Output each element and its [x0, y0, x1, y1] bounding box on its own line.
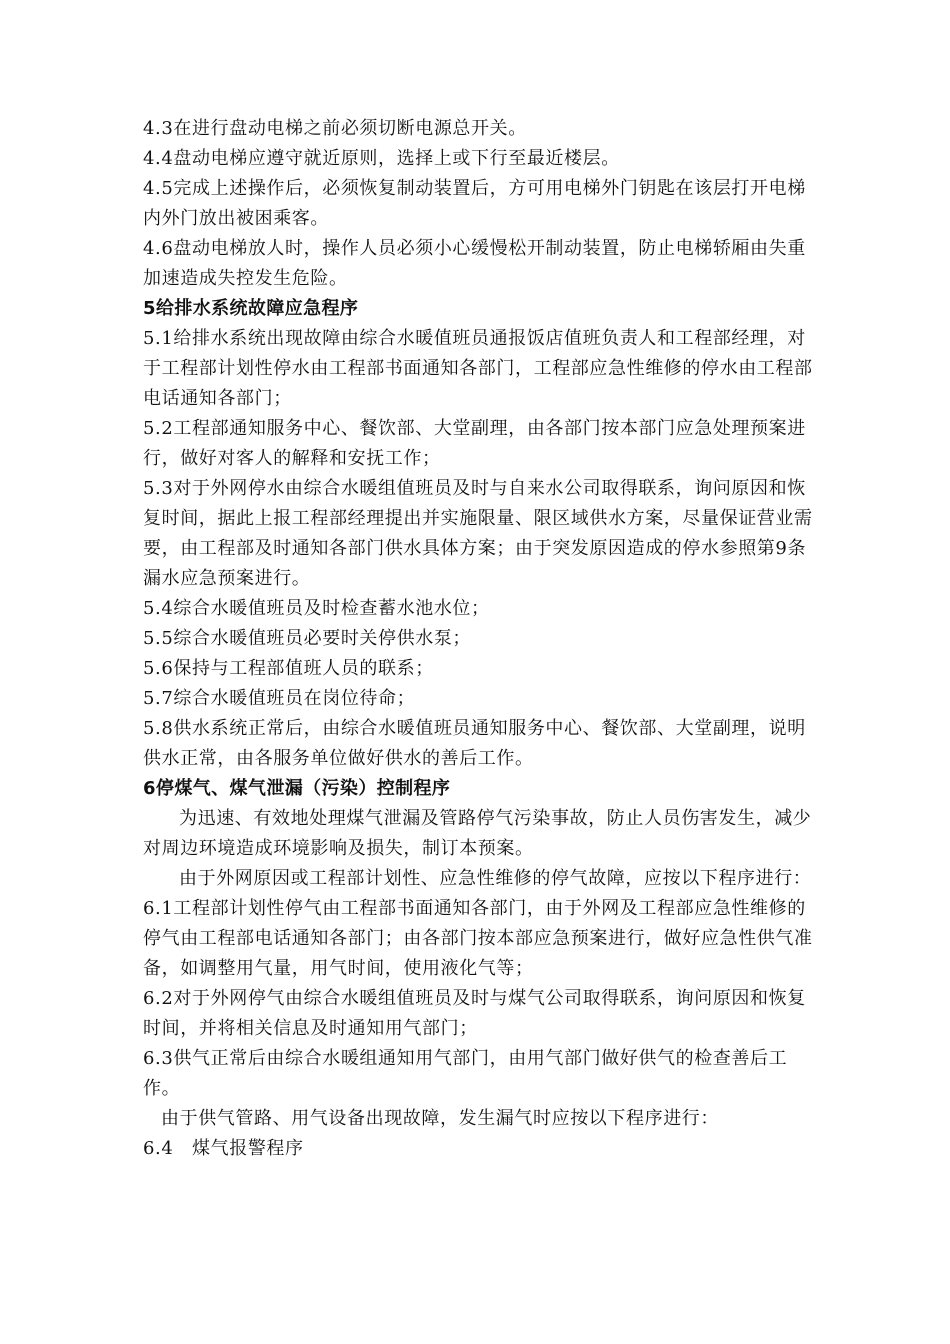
paragraph-5-2: 5.2工程部通知服务中心、餐饮部、大堂副理，由各部门按本部门应急处理预案进行，做好对客人的解释和安抚工作； — [143, 418, 806, 469]
paragraph-4-5: 4.5完成上述操作后，必须恢复制动装置后，方可用电梯外门钥匙在该层打开电梯内外门放出被困乘客。 — [143, 178, 806, 229]
paragraph-6-intro-2: 由于外网原因或工程部计划性、应急性维修的停气故障，应按以下程序进行： — [179, 868, 812, 889]
document-body — [143, 114, 815, 1164]
paragraph-5-6: 5.6保持与工程部值班人员的联系； — [143, 658, 434, 679]
paragraph-5-3: 5.3对于外网停水由综合水暖组值班员及时与自来水公司取得联系，询问原因和恢复时间，据此上报工程部经理提出并实施限量、限区域供水方案，尽量保证营业需要，由工程部及时通知各部门供水具体方案；由于突发原因造成的停水参照第9条漏水应急预案进行。 — [143, 478, 813, 589]
paragraph-6-4: 6.4 煤气报警程序 — [143, 1138, 304, 1159]
paragraph-4-3: 4.3在进行盘动电梯之前必须切断电源总开关。 — [143, 118, 527, 139]
paragraph-6-intro-3: 由于供气管路、用气设备出现故障，发生漏气时应按以下程序进行： — [161, 1108, 719, 1129]
paragraph-6-intro-1: 为迅速、有效地处理煤气泄漏及管路停气污染事故，防止人员伤害发生，减少对周边环境造成环境影响及损失，制订本预案。 — [143, 808, 812, 859]
paragraph-5-8: 5.8供水系统正常后，由综合水暖值班员通知服务中心、餐饮部、大堂副理，说明供水正常，由各服务单位做好供水的善后工作。 — [143, 718, 806, 769]
paragraph-4-6: 4.6盘动电梯放人时，操作人员必须小心缓慢松开制动装置，防止电梯轿厢由失重加速造成失控发生危险。 — [143, 238, 806, 289]
section-heading-6: 6停煤气、煤气泄漏（污染）控制程序 — [143, 778, 451, 799]
paragraph-5-4: 5.4综合水暖值班员及时检查蓄水池水位； — [143, 598, 490, 619]
section-heading-5: 5给排水系统故障应急程序 — [143, 298, 359, 319]
paragraph-5-5: 5.5综合水暖值班员必要时关停供水泵； — [143, 628, 472, 649]
paragraph-6-1: 6.1工程部计划性停气由工程部书面通知各部门，由于外网及工程部应急性维修的停气由工程部电话通知各部门；由各部门按本部应急预案进行，做好应急性供气准备，如调整用气量，用气时间，使用液化气等； — [143, 898, 813, 979]
paragraph-5-1: 5.1给排水系统出现故障由综合水暖值班员通报饭店值班负责人和工程部经理，对于工程部计划性停水由工程部书面通知各部门，工程部应急性维修的停水由工程部电话通知各部门； — [143, 328, 813, 409]
paragraph-5-7: 5.7综合水暖值班员在岗位待命； — [143, 688, 416, 709]
paragraph-6-3: 6.3供气正常后由综合水暖组通知用气部门，由用气部门做好供气的检查善后工作。 — [143, 1048, 788, 1099]
paragraph-6-2: 6.2对于外网停气由综合水暖组值班员及时与煤气公司取得联系，询问原因和恢复时间，并将相关信息及时通知用气部门； — [143, 988, 806, 1039]
paragraph-4-4: 4.4盘动电梯应遵守就近原则，选择上或下行至最近楼层。 — [143, 148, 620, 169]
